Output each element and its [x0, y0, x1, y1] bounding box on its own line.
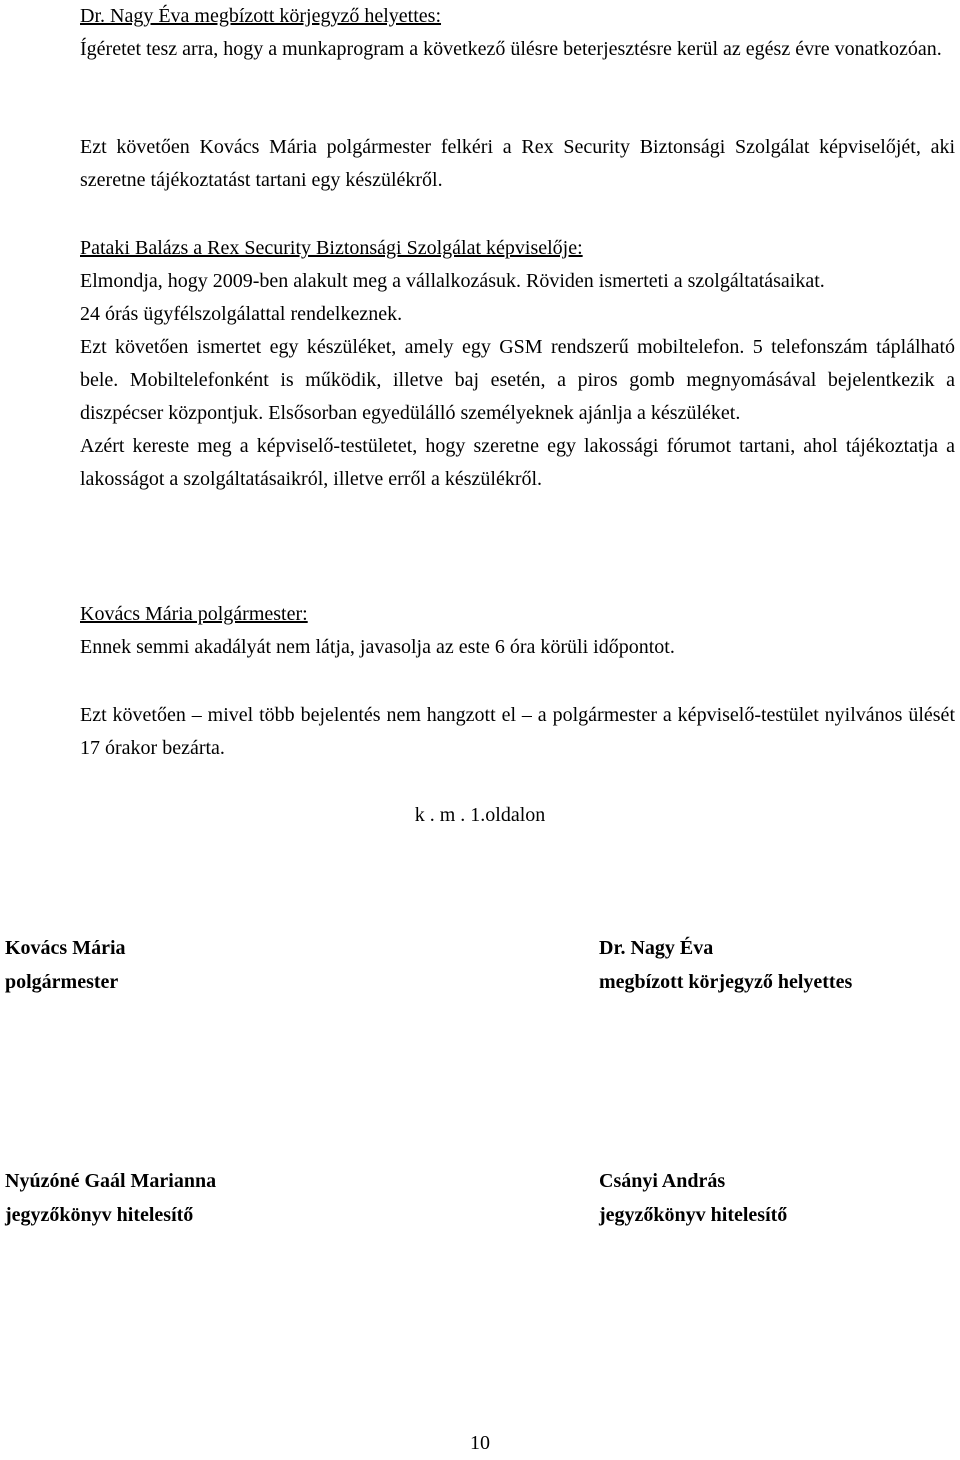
speaker-block-kovacs-maria [80, 598, 955, 664]
paragraph: Azért kereste meg a képviselő-testületet, hogy szeretne egy lakossági fórumot tartani, ahol tájékoztatja a lakosságot a szolgáltatásaikról, illetve erről a készülékről. [80, 435, 955, 490]
speaker-name: Pataki Balázs a Rex Security Biztonsági Szolgálat képviselője: [80, 237, 583, 259]
page-number: 10 [470, 1432, 490, 1454]
speaker-block-nagy-eva [80, 0, 955, 66]
signature-kovacs-maria [5, 931, 126, 999]
signature-name: Kovács Mária [5, 937, 126, 959]
signature-csanyi-andras [599, 1164, 787, 1232]
signature-title: jegyzőkönyv hitelesítő [599, 1204, 788, 1226]
signature-title: megbízott körjegyző helyettes [599, 971, 853, 993]
signature-title: polgármester [5, 971, 119, 993]
speaker-name: Kovács Mária polgármester: [80, 603, 308, 625]
paragraph: 24 órás ügyfélszolgálattal rendelkeznek. [80, 303, 403, 325]
paragraph: Ígéretet tesz arra, hogy a munkaprogram a következő ülésre beterjesztésre kerül az egész évre vonatkozóan. [80, 38, 942, 60]
km-note: k . m . 1.oldalon [414, 804, 546, 826]
signature-nagy-eva [599, 931, 852, 999]
speaker-block-pataki-balazs [80, 232, 955, 496]
paragraph: Ennek semmi akadályát nem látja, javasolja az este 6 óra körüli időpontot. [80, 636, 675, 658]
speaker-name: Dr. Nagy Éva megbízott körjegyző helyettes: [80, 5, 442, 27]
narrative-block [80, 131, 955, 197]
signature-name: Nyúzóné Gaál Marianna [5, 1170, 217, 1192]
paragraph: Ezt követően ismertet egy készüléket, amely egy GSM rendszerű mobiltelefon. 5 telefonszám táplálható bele. Mobiltelefonként is működik, illetve baj esetén, a piros gomb megnyomásával bejelentkezik a diszpécser központjuk. Elsősorban egyedülálló személyeknek ajánlja a készüléket. [80, 336, 955, 424]
signature-name: Csányi András [599, 1170, 726, 1192]
signature-name: Dr. Nagy Éva [599, 937, 714, 959]
paragraph: Ezt követően Kovács Mária polgármester felkéri a Rex Security Biztonsági Szolgálat képviselőjét, aki szeretne tájékoztatást tartani egy készülékről. [80, 136, 955, 191]
paragraph: Ezt követően – mivel több bejelentés nem hangzott el – a polgármester a képviselő-testület nyilvános ülését 17 órakor bezárta. [80, 704, 955, 759]
signature-nyuzone-gaal-marianna [5, 1164, 216, 1232]
paragraph: Elmondja, hogy 2009-ben alakult meg a vállalkozásuk. Röviden ismerteti a szolgáltatásaikat. [80, 270, 825, 292]
closing-block [80, 699, 955, 765]
signature-title: jegyzőkönyv hitelesítő [5, 1204, 194, 1226]
